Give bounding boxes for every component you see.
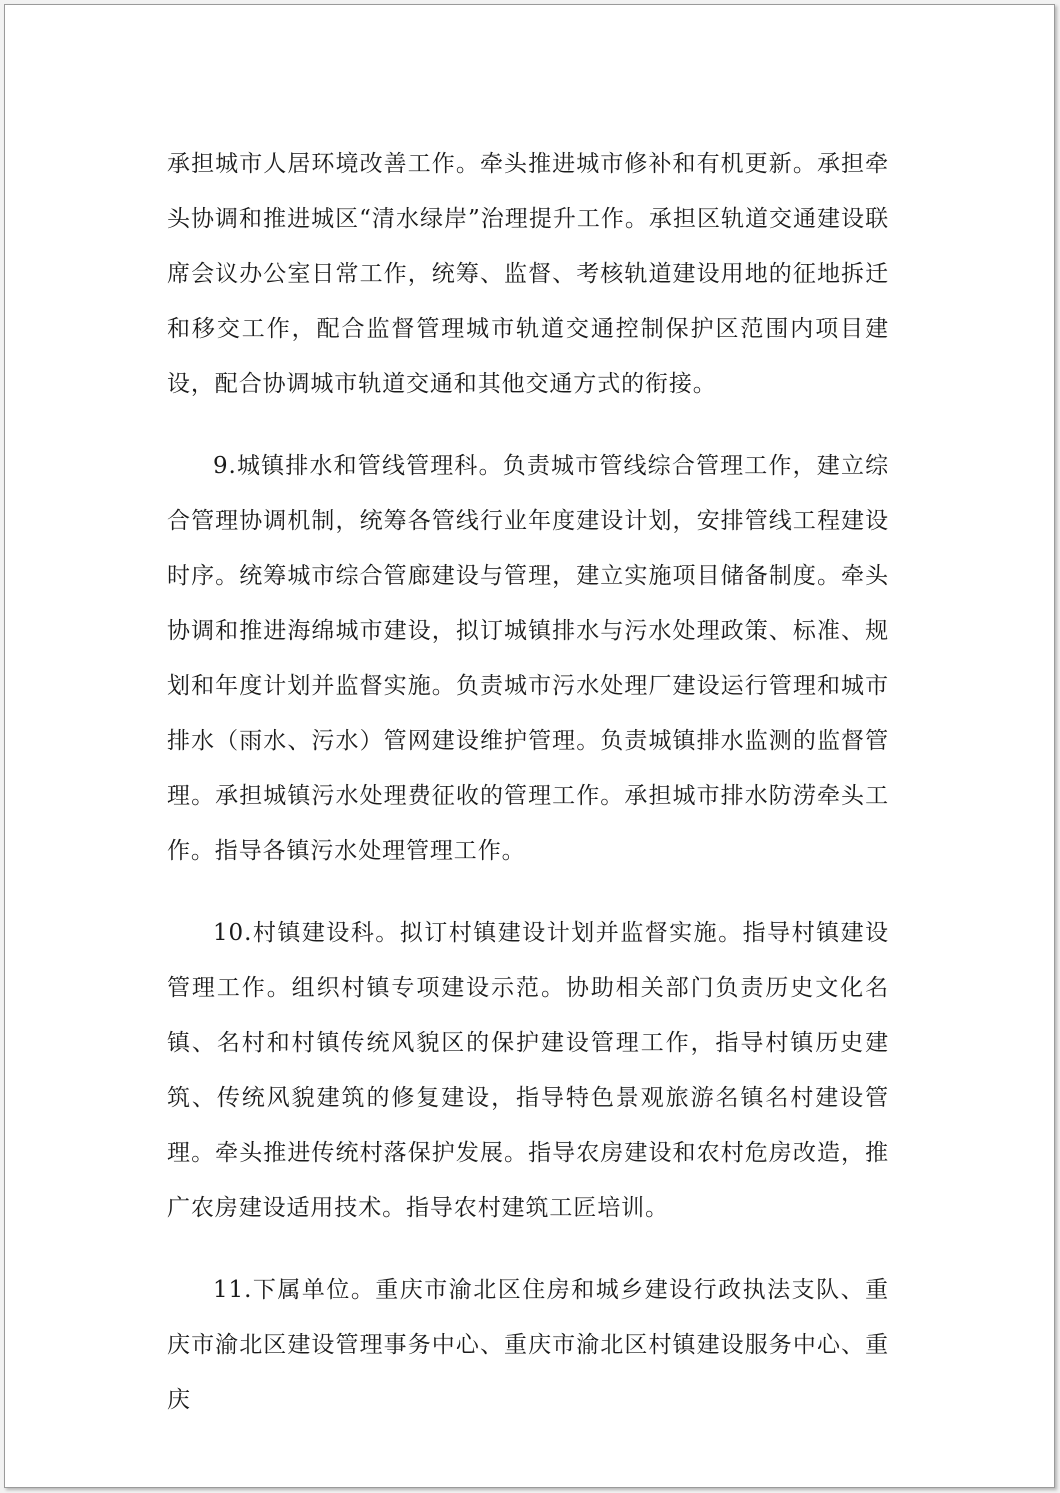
document-page bbox=[4, 4, 1055, 1488]
document-body bbox=[167, 137, 889, 1428]
paragraph-continuation: 承担城市人居环境改善工作。牵头推进城市修补和有机更新。承担牵头协调和推进城区“清水绿岸”治理提升工作。承担区轨道交通建设联席会议办公室日常工作，统筹、监督、考核轨道建设用地的征地拆迁和移交工作，配合监督管理城市轨道交通控制保护区范围内项目建设，配合协调城市轨道交通和其他交通方式的衔接。 bbox=[167, 151, 889, 397]
paragraph-item-9: 9.城镇排水和管线管理科。负责城市管线综合管理工作，建立综合管理协调机制，统筹各管线行业年度建设计划，安排管线工程建设时序。统筹城市综合管廊建设与管理，建立实施项目储备制度。牵头协调和推进海绵城市建设，拟订城镇排水与污水处理政策、标准、规划和年度计划并监督实施。负责城市污水处理厂建设运行管理和城市排水（雨水、污水）管网建设维护管理。负责城镇排水监测的监督管理。承担城镇污水处理费征收的管理工作。承担城市排水防涝牵头工作。指导各镇污水处理管理工作。 bbox=[167, 453, 889, 864]
paragraph-item-11: 11.下属单位。重庆市渝北区住房和城乡建设行政执法支队、重庆市渝北区建设管理事务中心、重庆市渝北区村镇建设服务中心、重庆 bbox=[167, 1277, 889, 1413]
paragraph-item-10: 10.村镇建设科。拟订村镇建设计划并监督实施。指导村镇建设管理工作。组织村镇专项建设示范。协助相关部门负责历史文化名镇、名村和村镇传统风貌区的保护建设管理工作，指导村镇历史建筑、传统风貌建筑的修复建设，指导特色景观旅游名镇名村建设管理。牵头推进传统村落保护发展。指导农房建设和农村危房改造，推广农房建设适用技术。指导农村建筑工匠培训。 bbox=[167, 920, 889, 1221]
